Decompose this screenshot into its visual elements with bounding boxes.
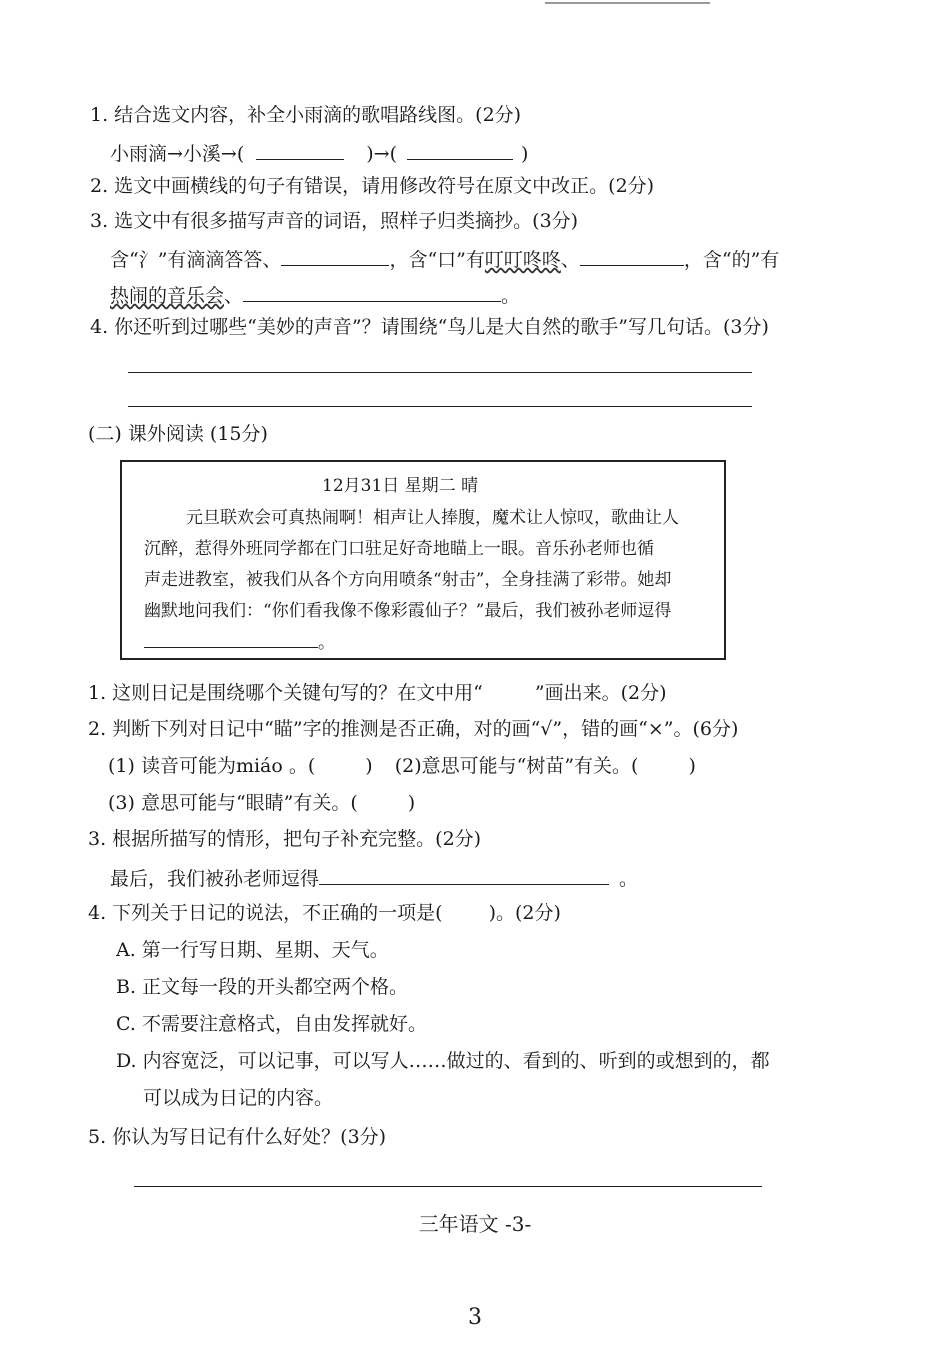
answer-line[interactable] [128,406,752,407]
option-d: D. 内容宽泛，可以记事，可以写人……做过的、看到的、听到的或想到的，都 [116,1050,770,1072]
diary-line: 幽默地问我们：“你们看我像不像彩霞仙子？”最后，我们被孙老师逗得 [144,601,672,621]
q3-line-2 [110,282,520,308]
q3-blank-water[interactable] [281,246,389,266]
diary-passage-box [120,460,726,660]
rq3-sentence-text: 最后，我们被孙老师逗得 [110,868,320,890]
rq2-item-3-end: ) [407,792,416,814]
q3-line-1 [110,246,779,272]
route-start: 小雨滴→小溪→( [110,143,245,165]
route-blank-1[interactable] [256,140,344,160]
rq2-item-3: (3) 意思可能与“眼睛”有关。( [108,792,358,814]
rq3-end: 。 [619,868,639,890]
diary-end-mark: 。 [318,633,335,653]
diary-line: 沉醉，惹得外班同学都在门口驻足好奇地瞄上一眼。音乐孙老师也循 [144,539,654,559]
route-mid: )→( [366,143,398,165]
reading-question-4 [88,902,561,925]
rq4-text-a: 4. 下列关于日记的说法，不正确的一项是( [88,902,443,924]
q3-sep-2: 、 [224,285,244,307]
q3-label-mouth: ，含“口”有 [389,249,485,271]
q3-end: 。 [501,285,521,307]
q3-example-mouth: 叮叮咚咚 [484,249,561,271]
option-c: C. 不需要注意格式，自由发挥就好。 [116,1013,427,1035]
question-1: 1. 结合选文内容，补全小雨滴的歌唱路线图。(2分) [90,104,522,126]
rq2-items-row [108,755,696,778]
reading-question-3: 3. 根据所描写的情形，把句子补充完整。(2分) [88,828,482,850]
reading-question-1 [88,682,667,705]
option-d-continued: 可以成为日记的内容。 [143,1087,334,1109]
option-b: B. 正文每一段的开头都空两个格。 [116,976,409,998]
answer-line[interactable] [134,1186,762,1187]
rq2-item-3-row [108,792,415,815]
diary-blank[interactable] [144,630,318,648]
question-2: 2. 选文中画横线的句子有错误，请用修改符号在原文中改正。(2分) [90,175,655,197]
diary-blank-line [144,630,335,653]
page-top-fragment [545,0,710,4]
page-number: 3 [468,1305,482,1330]
q3-example-water: 含“氵”有滴滴答答、 [110,249,282,271]
rq3-sentence [110,865,638,891]
reading-question-5: 5. 你认为写日记有什么好处？(3分) [88,1126,387,1148]
q3-example-de: 热闹的音乐会 [110,285,225,307]
rq1-text-a: 1. 这则日记是围绕哪个关键句写的？在文中用“ [88,682,483,704]
question-4: 4. 你还听到过哪些“美妙的声音”？请围绕“鸟儿是大自然的歌手”写几句话。(3分) [90,316,769,338]
q3-blank-mouth[interactable] [580,246,684,266]
route-line [110,140,528,166]
option-a: A. 第一行写日期、星期、天气。 [116,939,389,961]
answer-line[interactable] [128,372,752,373]
footer-label: 三年语文 -3- [418,1212,532,1236]
reading-question-2: 2. 判断下列对日记中“瞄”字的推测是否正确，对的画“√”，错的画“×”。(6分) [88,718,739,740]
rq2-item-2-end: ) [688,755,696,777]
rq4-text-b: )。(2分) [488,902,561,924]
route-end: ) [521,143,529,165]
question-3: 3. 选文中有很多描写声音的词语，照样子归类摘抄。(3分) [90,210,579,232]
rq2-item-1: (1) 读音可能为miáo 。( [108,755,316,777]
q3-sep: 、 [560,249,580,271]
diary-date-line: 12月31日 星期二 晴 [322,476,479,496]
route-blank-2[interactable] [407,140,513,160]
rq2-item-2: (2)意思可能与“树苗”有关。( [394,755,639,777]
section-title: (二) 课外阅读 (15分) [88,423,268,445]
rq1-text-b: ”画出来。(2分) [534,682,667,704]
rq3-blank[interactable] [319,865,609,885]
diary-line: 声走进教室，被我们从各个方向用喷条“射击”，全身挂满了彩带。她却 [144,570,672,590]
q3-blank-de[interactable] [243,282,501,302]
diary-line: 元旦联欢会可真热闹啊！相声让人捧腹，魔术让人惊叹，歌曲让人 [186,508,679,528]
q3-label-de: ，含“的”有 [683,249,780,271]
rq2-item-1-end: ) [365,755,373,777]
